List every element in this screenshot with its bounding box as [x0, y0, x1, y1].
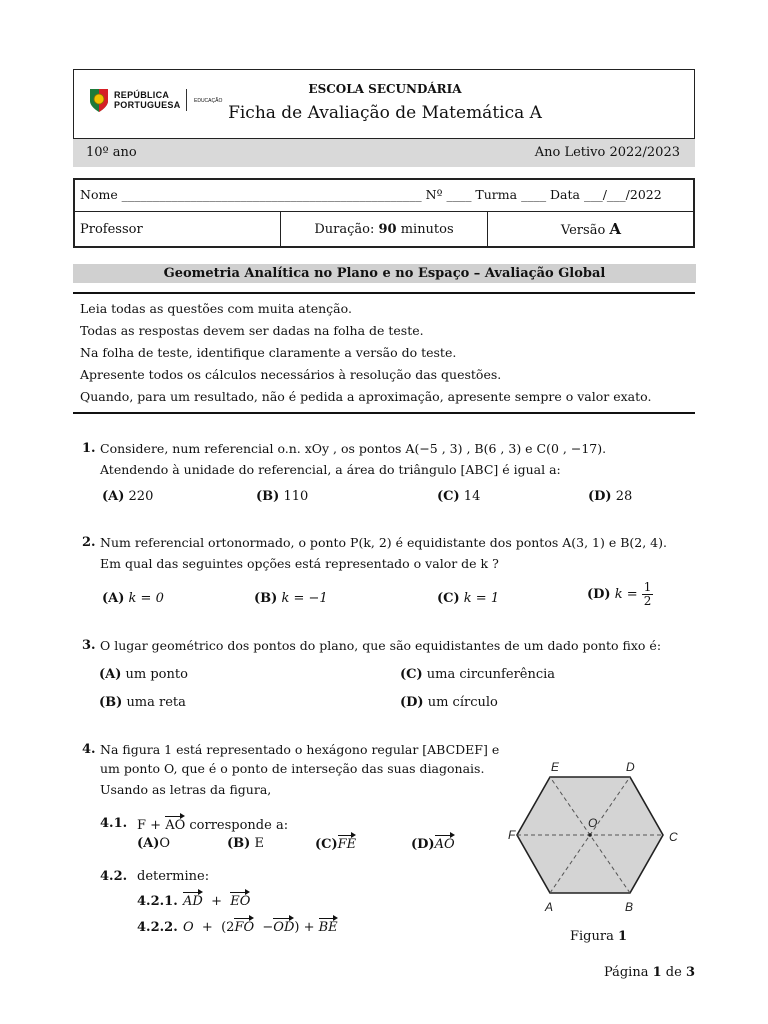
- question-4-2-text: determine:: [137, 869, 210, 884]
- question-2-text-1: Num referencial ortonormado, o ponto P(k, 2) é equidistante dos pontos A(3, 1) e B(2, 4).: [100, 535, 667, 550]
- instructions: [80, 298, 651, 408]
- version-value: A: [609, 220, 622, 238]
- question-3-text: O lugar geométrico dos pontos do plano, que são equidistantes de um dado ponto fixo é:: [100, 638, 662, 653]
- logo-text-line2: PORTUGUESA: [114, 100, 181, 110]
- label-d: D: [626, 760, 635, 774]
- question-4-1-option-b[interactable]: (B) E: [227, 836, 264, 851]
- question-4-1-number: 4.1.: [100, 816, 128, 831]
- duration-unit: minutos: [400, 222, 454, 237]
- instructions-bottom-rule: [73, 412, 695, 414]
- fraction-one-half: $\frac{1}{2}$: [643, 580, 652, 608]
- duration: [281, 222, 487, 237]
- page-title: Ficha de Avaliação de Matemática A: [228, 103, 542, 123]
- instruction-line: Na folha de teste, identifique claramente a versão do teste.: [80, 345, 457, 360]
- question-1-option-c[interactable]: (C) 14: [437, 489, 481, 504]
- page-number: Página 1 de 3: [603, 965, 695, 980]
- question-1-number: 1.: [82, 441, 96, 456]
- instruction-line: Quando, para um resultado, não é pedida a aproximação, apresente sempre o valor exato.: [80, 389, 652, 404]
- question-2-option-b[interactable]: (B) k = −1: [254, 591, 328, 606]
- question-4-number: 4.: [82, 742, 96, 757]
- label-b: B: [625, 900, 634, 914]
- question-4-1-option-c[interactable]: (C)FE: [315, 834, 356, 852]
- question-4-1-option-a[interactable]: (A)O: [137, 836, 171, 851]
- instruction-line: Todas as respostas devem ser dadas na folha de teste.: [80, 323, 424, 338]
- grade-label: 10º ano: [86, 145, 137, 160]
- question-4-1-option-d[interactable]: (D)AO: [411, 834, 455, 852]
- version: [488, 220, 694, 238]
- question-3-option-b[interactable]: (B) uma reta: [99, 695, 186, 710]
- question-1-text-2: Atendendo à unidade do referencial, a área do triângulo [ABC] é igual a:: [100, 462, 561, 477]
- republic-emblem-icon: [88, 87, 110, 113]
- point-o: [588, 833, 592, 837]
- duration-label: Duração:: [314, 222, 375, 237]
- logo-divider: [186, 89, 187, 111]
- question-2-text-2: Em qual das seguintes opções está representado o valor de k ?: [100, 556, 499, 571]
- question-1-text-1: Considere, num referencial o.n. xOy , os pontos A(−5 , 3) , B(6 , 3) e C(0 , −17).: [100, 441, 607, 456]
- question-2-number: 2.: [82, 535, 96, 550]
- question-4-2-1-expression: AD + EO: [183, 891, 250, 909]
- question-4-1-text: F + AO corresponde a:: [137, 815, 288, 833]
- question-4-2-1-number: 4.2.1.: [137, 894, 178, 909]
- label-o: O: [588, 816, 598, 830]
- label-e: E: [551, 760, 560, 774]
- label-f: F: [508, 828, 516, 842]
- label-a: A: [545, 900, 554, 914]
- figure-caption: Figura 1: [570, 929, 628, 944]
- question-2-option-a[interactable]: (A) k = 0: [102, 591, 164, 606]
- instruction-line: Leia todas as questões com muita atenção.: [80, 301, 352, 316]
- question-1-option-a[interactable]: (A) 220: [102, 489, 154, 504]
- teacher-label: Professor: [80, 222, 143, 237]
- question-2-option-c[interactable]: (C) k = 1: [437, 591, 500, 606]
- question-3-option-a[interactable]: (A) um ponto: [99, 667, 188, 682]
- instructions-top-rule: [73, 292, 695, 294]
- question-4-2-number: 4.2.: [100, 869, 128, 884]
- section-title: Geometria Analítica no Plano e no Espaço – Avaliação Global: [73, 264, 696, 283]
- label-c: C: [669, 830, 678, 844]
- question-3-option-c[interactable]: (C) uma circunferência: [400, 667, 556, 682]
- question-3-option-d[interactable]: (D) um círculo: [400, 695, 498, 710]
- question-2-option-d[interactable]: (D) k = $\frac{1}{2}$: [587, 580, 652, 608]
- question-1-option-b[interactable]: (B) 110: [256, 489, 309, 504]
- question-4-text-1: Na figura 1 está representado o hexágono regular [ABCDEF] e: [100, 742, 500, 757]
- version-label: Versão: [560, 223, 606, 238]
- question-4-text-3: Usando as letras da figura,: [100, 782, 272, 797]
- info-row-divider: [73, 211, 695, 212]
- instruction-line: Apresente todos os cálculos necessários à resolução das questões.: [80, 367, 502, 382]
- school-year: Ano Letivo 2022/2023: [534, 145, 680, 160]
- question-3-number: 3.: [82, 638, 96, 653]
- question-1-option-d[interactable]: (D) 28: [588, 489, 633, 504]
- logo-tag: EDUCAÇÃO: [194, 98, 223, 104]
- logo-text-line1: REPÚBLICA: [114, 90, 170, 100]
- hexagon-figure: [500, 755, 690, 925]
- duration-value: 90: [378, 222, 397, 237]
- student-info-line[interactable]: Nome ________________________________________________ Nº ____ Turma ____ Data ___/___/2022: [80, 187, 662, 202]
- school-name: ESCOLA SECUNDÁRIA: [308, 82, 462, 96]
- question-4-2-2-number: 4.2.2.: [137, 920, 178, 935]
- question-4-text-2: um ponto O, que é o ponto de interseção das suas diagonais.: [100, 761, 485, 776]
- question-4-2-2-expression: O + (2FO −OD) + BE: [183, 917, 338, 935]
